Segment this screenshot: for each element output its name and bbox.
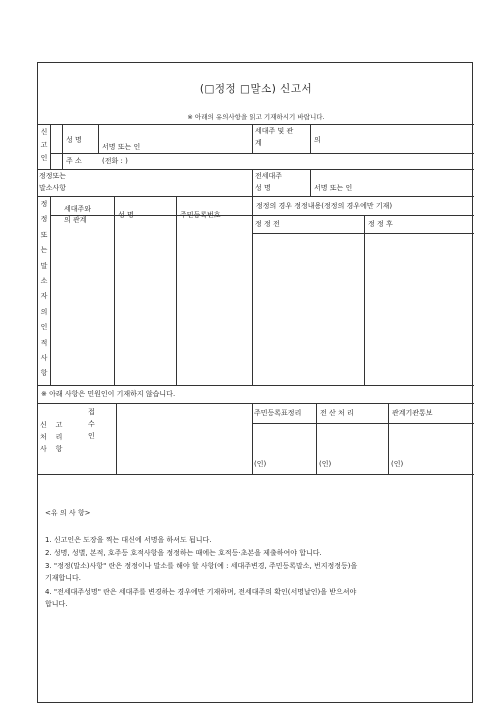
col-relation-cont: 의 관계	[64, 216, 87, 224]
col-rrn: 주민등록번호	[180, 211, 221, 219]
office-col-notify: 관계기관통보	[392, 409, 433, 417]
note-item: 1. 신고인은 도장을 찍는 대신에 서명을 하셔도 됩니다.	[45, 536, 212, 544]
former-head-label: 전세대주	[255, 172, 283, 180]
office-seal-1[interactable]: (인)	[254, 460, 267, 468]
col-detail: 정정의 경우 정정내용(정정의 경우에만 기재)	[256, 202, 393, 210]
note-item-cont: 기재합니다.	[45, 574, 82, 582]
notes-heading: <유 의 사 항>	[45, 509, 91, 517]
office-col-computer: 전 산 처 리	[320, 409, 354, 417]
report-form	[37, 62, 473, 703]
office-label-left: 신 고 처 리 사 항	[40, 421, 63, 453]
office-label-right: 접 수 인	[88, 408, 95, 440]
note-item: 3. "정정(말소)사항" 란은 정정이나 말소를 해야 할 사항(예 : 세대주변경, 주민등록말소, 번지정정등)을	[45, 562, 358, 570]
matter-label-cont: 말소사항	[39, 184, 67, 192]
office-notice: ※ 아래 사항은 민원인이 기재하지 않습니다.	[41, 390, 176, 398]
relation-label: 세대주 및 관	[255, 127, 294, 135]
col-before: 정 정 전	[255, 220, 280, 228]
form-title: (□정정 □말소) 신고서	[199, 83, 313, 95]
address-field[interactable]: (전화 : )	[102, 157, 128, 165]
reporter-signature-field[interactable]: 서명 또는 인	[102, 143, 141, 151]
office-seal-2[interactable]: (인)	[319, 460, 332, 468]
form-instruction: ※ 아래의 유의사항을 읽고 기재하시기 바랍니다.	[187, 113, 325, 121]
col-name: 성 명	[118, 211, 134, 219]
name-label: 성 명	[66, 136, 82, 144]
relation-label-cont: 계	[255, 139, 262, 147]
note-item: 2. 성명, 성별, 본적, 호주등 호적사항을 정정하는 때에는 호적등·초본을 제출하여야 합니다.	[45, 549, 322, 557]
col-after: 정 정 후	[368, 220, 393, 228]
office-col-registry: 주민등록표정리	[254, 409, 302, 417]
persons-group-label: 정 정 또 는 말 소 자 의 인 적 사 항	[40, 200, 48, 378]
former-head-signature-field[interactable]: 서명 또는 인	[314, 184, 353, 192]
matter-label: 정정또는	[39, 172, 67, 180]
office-seal-3[interactable]: (인)	[391, 460, 404, 468]
col-relation: 세대주와	[64, 205, 92, 213]
former-head-name-label: 성 명	[255, 184, 271, 192]
reporter-group-label: 신 고 인	[40, 128, 48, 162]
address-label: 주 소	[66, 157, 82, 165]
note-item-cont: 합니다.	[45, 600, 68, 608]
note-item: 4. "전세대주성명" 란은 세대주를 변경하는 경우에만 기재하며, 전세대주의 확인(서명날인)을 받으셔야	[45, 588, 357, 596]
relation-field[interactable]: 의	[314, 136, 321, 144]
